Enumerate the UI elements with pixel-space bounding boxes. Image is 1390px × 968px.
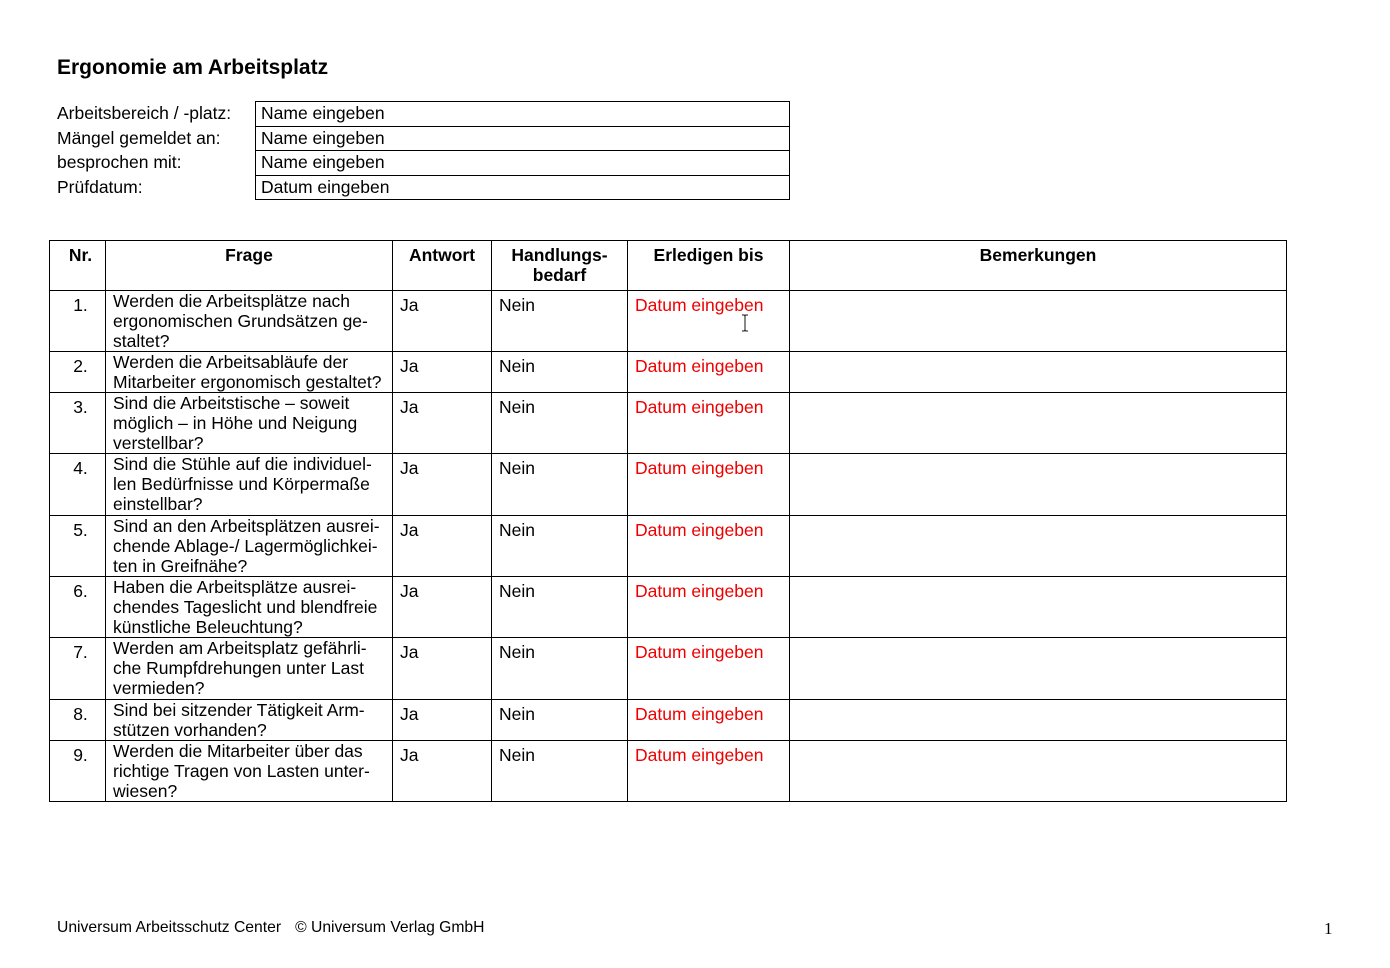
due-date-field[interactable]: Datum eingeben <box>628 700 790 741</box>
page-number: 1 <box>1324 919 1333 938</box>
question-line: stützen vorhanden? <box>113 720 267 740</box>
question-line: möglich – in Höhe und Neigung <box>113 413 358 433</box>
col-header-nr: Nr. <box>50 241 106 291</box>
answer-field[interactable]: Ja <box>393 700 492 741</box>
table-row <box>50 638 1287 700</box>
remarks-cell[interactable] <box>790 638 1287 700</box>
question-line: vermieden? <box>113 678 205 698</box>
question-line: verstellbar? <box>113 433 204 453</box>
col-header-due-date: Erledigen bis <box>628 241 790 291</box>
action-needed-field[interactable]: Nein <box>492 741 628 802</box>
header-field-labels <box>57 101 253 199</box>
remarks-cell[interactable] <box>790 291 1287 352</box>
answer-field[interactable]: Ja <box>393 393 492 454</box>
due-date-field[interactable]: Datum eingeben <box>628 352 790 393</box>
discussed-with-label: besprochen mit: <box>57 152 182 172</box>
question-line: chende Ablage-/ Lagermöglichkei- <box>113 536 378 556</box>
answer-field[interactable]: Ja <box>393 352 492 393</box>
action-needed-field[interactable]: Nein <box>492 454 628 516</box>
header-fields-box <box>255 101 790 200</box>
col-header-remarks: Bemerkungen <box>790 241 1287 291</box>
remarks-cell[interactable] <box>790 516 1287 577</box>
remarks-cell[interactable] <box>790 454 1287 516</box>
remarks-cell[interactable] <box>790 700 1287 741</box>
due-date-field[interactable]: Datum eingeben <box>628 638 790 700</box>
row-number: 2. <box>50 352 106 393</box>
question-line: chendes Tageslicht und blendfreie <box>113 597 378 617</box>
table-row <box>50 700 1287 741</box>
question-text <box>106 291 393 352</box>
question-line: richtige Tragen von Lasten unter- <box>113 761 370 781</box>
question-text <box>106 516 393 577</box>
checklist-table <box>49 240 1287 802</box>
table-row <box>50 393 1287 454</box>
due-date-field[interactable]: Datum eingeben <box>628 741 790 802</box>
action-needed-field[interactable]: Nein <box>492 638 628 700</box>
due-date-field[interactable]: Datum eingeben <box>628 454 790 516</box>
question-line: Sind die Stühle auf die individuel- <box>113 454 372 474</box>
due-date-field[interactable]: Datum eingeben <box>628 393 790 454</box>
col-header-action-needed <box>492 241 628 291</box>
table-header-row <box>50 241 1287 291</box>
question-line: einstellbar? <box>113 494 203 514</box>
question-line: Werden die Mitarbeiter über das <box>113 741 363 761</box>
table-row <box>50 577 1287 638</box>
discussed-with-field[interactable]: Name eingeben <box>256 151 789 176</box>
question-text <box>106 393 393 454</box>
col-header-answer: Antwort <box>393 241 492 291</box>
question-text <box>106 638 393 700</box>
reported-to-field[interactable]: Name eingeben <box>256 127 789 152</box>
question-line: Mitarbeiter ergonomisch gestaltet? <box>113 372 382 392</box>
question-line: Werden am Arbeitsplatz gefährli- <box>113 638 367 658</box>
workplace-field[interactable]: Name eingeben <box>256 102 789 127</box>
action-needed-field[interactable]: Nein <box>492 291 628 352</box>
footer-copyright: © Universum Verlag GmbH <box>295 919 485 936</box>
question-line: Sind bei sitzender Tätigkeit Arm- <box>113 700 365 720</box>
question-line: Werden die Arbeitsplätze nach <box>113 291 351 311</box>
document-title: Ergonomie am Arbeitsplatz <box>57 56 329 79</box>
question-line: Sind die Arbeitstische – soweit <box>113 393 350 413</box>
row-number: 7. <box>50 638 106 700</box>
row-number: 8. <box>50 700 106 741</box>
question-line: Sind an den Arbeitsplätzen ausrei- <box>113 516 380 536</box>
table-row <box>50 352 1287 393</box>
question-line: Haben die Arbeitsplätze ausrei- <box>113 577 357 597</box>
question-text <box>106 741 393 802</box>
table-row <box>50 454 1287 516</box>
remarks-cell[interactable] <box>790 352 1287 393</box>
action-needed-field[interactable]: Nein <box>492 700 628 741</box>
inspection-date-field[interactable]: Datum eingeben <box>261 176 390 197</box>
question-text <box>106 700 393 741</box>
question-text <box>106 352 393 393</box>
remarks-cell[interactable] <box>790 393 1287 454</box>
action-needed-field[interactable]: Nein <box>492 393 628 454</box>
question-line: ergonomischen Grundsätzen ge- <box>113 311 368 331</box>
footer-publisher-center: Universum Arbeitsschutz Center <box>57 919 282 936</box>
col-header-action-needed-line: Handlungs- <box>511 245 608 265</box>
action-needed-field[interactable]: Nein <box>492 577 628 638</box>
question-text <box>106 454 393 516</box>
answer-field[interactable]: Ja <box>393 454 492 516</box>
table-row <box>50 516 1287 577</box>
row-number: 9. <box>50 741 106 802</box>
due-date-field[interactable]: Datum eingeben <box>628 516 790 577</box>
row-number: 6. <box>50 577 106 638</box>
question-text <box>106 577 393 638</box>
question-line: staltet? <box>113 331 170 351</box>
row-number: 3. <box>50 393 106 454</box>
row-number: 1. <box>50 291 106 352</box>
col-header-question: Frage <box>106 241 393 291</box>
row-number: 4. <box>50 454 106 516</box>
action-needed-field[interactable]: Nein <box>492 516 628 577</box>
reported-to-label: Mängel gemeldet an: <box>57 127 221 148</box>
question-line: wiesen? <box>113 781 178 801</box>
due-date-field[interactable]: Datum eingeben <box>628 291 790 352</box>
text-cursor-icon <box>740 314 750 332</box>
answer-field[interactable]: Ja <box>393 638 492 700</box>
table-row <box>50 291 1287 352</box>
table-row <box>50 741 1287 802</box>
page-footer <box>57 919 484 937</box>
remarks-cell[interactable] <box>790 741 1287 802</box>
question-line: che Rumpfdrehungen unter Last <box>113 658 364 678</box>
answer-field[interactable]: Ja <box>393 516 492 577</box>
row-number: 5. <box>50 516 106 577</box>
workplace-label: Arbeitsbereich / -platz: <box>57 103 232 123</box>
question-line: ten in Greifnähe? <box>113 556 248 576</box>
question-line: Werden die Arbeitsabläufe der <box>113 352 349 372</box>
col-header-action-needed-line: bedarf <box>532 265 587 285</box>
answer-field[interactable]: Ja <box>393 741 492 802</box>
question-line: künstliche Beleuchtung? <box>113 617 303 637</box>
inspection-date-label: Prüfdatum: <box>57 176 143 197</box>
due-date-field[interactable]: Datum eingeben <box>628 577 790 638</box>
answer-field[interactable]: Ja <box>393 577 492 638</box>
question-line: len Bedürfnisse und Körpermaße <box>113 474 370 494</box>
answer-field[interactable]: Ja <box>393 291 492 352</box>
remarks-cell[interactable] <box>790 577 1287 638</box>
action-needed-field[interactable]: Nein <box>492 352 628 393</box>
